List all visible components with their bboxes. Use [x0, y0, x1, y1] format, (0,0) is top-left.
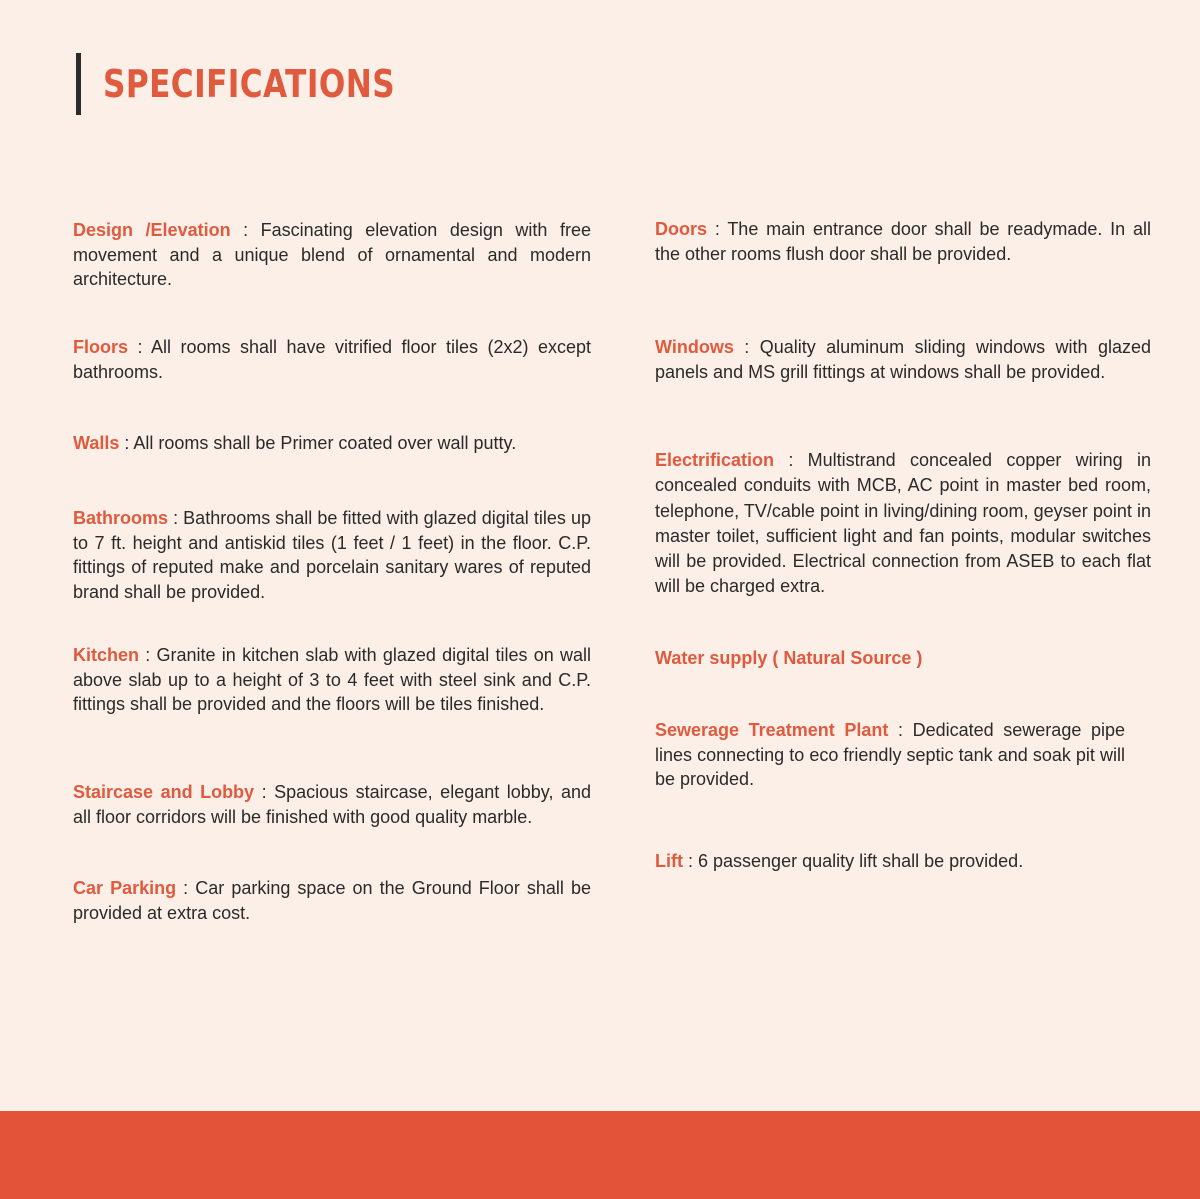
spec-text: Spacious staircase, elegant lobby, and all floor corridors will be finished with good quality marble.: [73, 782, 591, 827]
spec-label: Floors: [73, 337, 129, 357]
spec-water-supply: [655, 646, 1151, 671]
spec-label: Doors: [655, 219, 708, 239]
spec-separator: :: [254, 782, 275, 802]
heading-accent-bar: [76, 53, 81, 115]
spec-separator: :: [682, 851, 698, 871]
spec-separator: :: [139, 645, 157, 665]
page-heading: [76, 52, 459, 116]
spec-text: Car parking space on the Ground Floor shall be provided at extra cost.: [73, 878, 591, 923]
spec-label: Design /Elevation: [73, 220, 231, 240]
spec-kitchen: [73, 643, 591, 717]
footer-band: [0, 1111, 1200, 1199]
spec-walls: [73, 431, 591, 456]
spec-text: Dedicated sewerage pipe lines connecting to eco friendly septic tank and soak pit will be provided.: [655, 720, 1125, 789]
spec-label: Kitchen: [73, 645, 140, 665]
spec-text: Bathrooms shall be fitted with glazed digital tiles up to 7 ft. height and antiskid tiles (1 feet / 1 feet) in the floor. C.P. fittings of reputed make and porcelain sanitary wares of reputed brand shall be provided.: [73, 508, 591, 602]
spec-separator: :: [774, 450, 808, 470]
spec-label: Sewerage Treatment Plant: [655, 720, 889, 740]
spec-text: The main entrance door shall be readymade. In all the other rooms flush door shall be provided.: [655, 219, 1151, 264]
spec-lift: [655, 849, 1151, 874]
spec-separator: :: [119, 433, 134, 453]
spec-label: Electrification: [655, 450, 775, 470]
spec-label: Lift: [655, 851, 683, 871]
spec-separator: :: [176, 878, 196, 898]
spec-text: All rooms shall be Primer coated over wall putty.: [133, 433, 517, 453]
spec-separator: :: [888, 720, 913, 740]
spec-doors: [655, 217, 1151, 266]
spec-text: Fascinating elevation design with free movement and a unique blend of ornamental and modern architecture.: [73, 220, 591, 289]
spec-separator: :: [128, 337, 151, 357]
spec-separator: :: [707, 219, 728, 239]
spec-text: Granite in kitchen slab with glazed digital tiles on wall above slab up to a height of 3 to 4 feet with steel sink and C.P. fittings shall be provided and the floors will be tiles finished.: [73, 645, 591, 714]
spec-separator: :: [230, 220, 261, 240]
spec-separator: :: [733, 337, 760, 357]
spec-staircase-lobby: [73, 780, 591, 829]
spec-text: Multistrand concealed copper wiring in concealed conduits with MCB, AC point in master bed room, telephone, TV/cable point in living/dining room, geyser point in master toilet, sufficient light and fan points, modular switches will be provided. Electrical connection from ASEB to each flat will be charged extra.: [655, 450, 1151, 597]
spec-windows: [655, 335, 1151, 384]
spec-text: Quality aluminum sliding windows with glazed panels and MS grill fittings at windows shall be provided.: [655, 337, 1151, 382]
spec-label: Walls: [73, 433, 120, 453]
spec-electrification: [655, 448, 1151, 600]
spec-sewerage-treatment: [655, 718, 1125, 792]
spec-design-elevation: [73, 218, 591, 292]
spec-label: Water supply ( Natural Source ): [655, 648, 923, 668]
spec-label: Windows: [655, 337, 734, 357]
spec-bathrooms: [73, 506, 591, 604]
spec-label: Staircase and Lobby: [73, 782, 255, 802]
spec-label: Bathrooms: [73, 508, 169, 528]
spec-separator: :: [168, 508, 184, 528]
spec-floors: [73, 335, 591, 384]
page-title: SPECIFICATIONS: [103, 62, 396, 106]
spec-car-parking: [73, 876, 591, 925]
spec-text: 6 passenger quality lift shall be provided.: [698, 851, 1024, 871]
spec-text: All rooms shall have vitrified floor tiles (2x2) except bathrooms.: [73, 337, 592, 382]
spec-label: Car Parking: [73, 878, 177, 898]
